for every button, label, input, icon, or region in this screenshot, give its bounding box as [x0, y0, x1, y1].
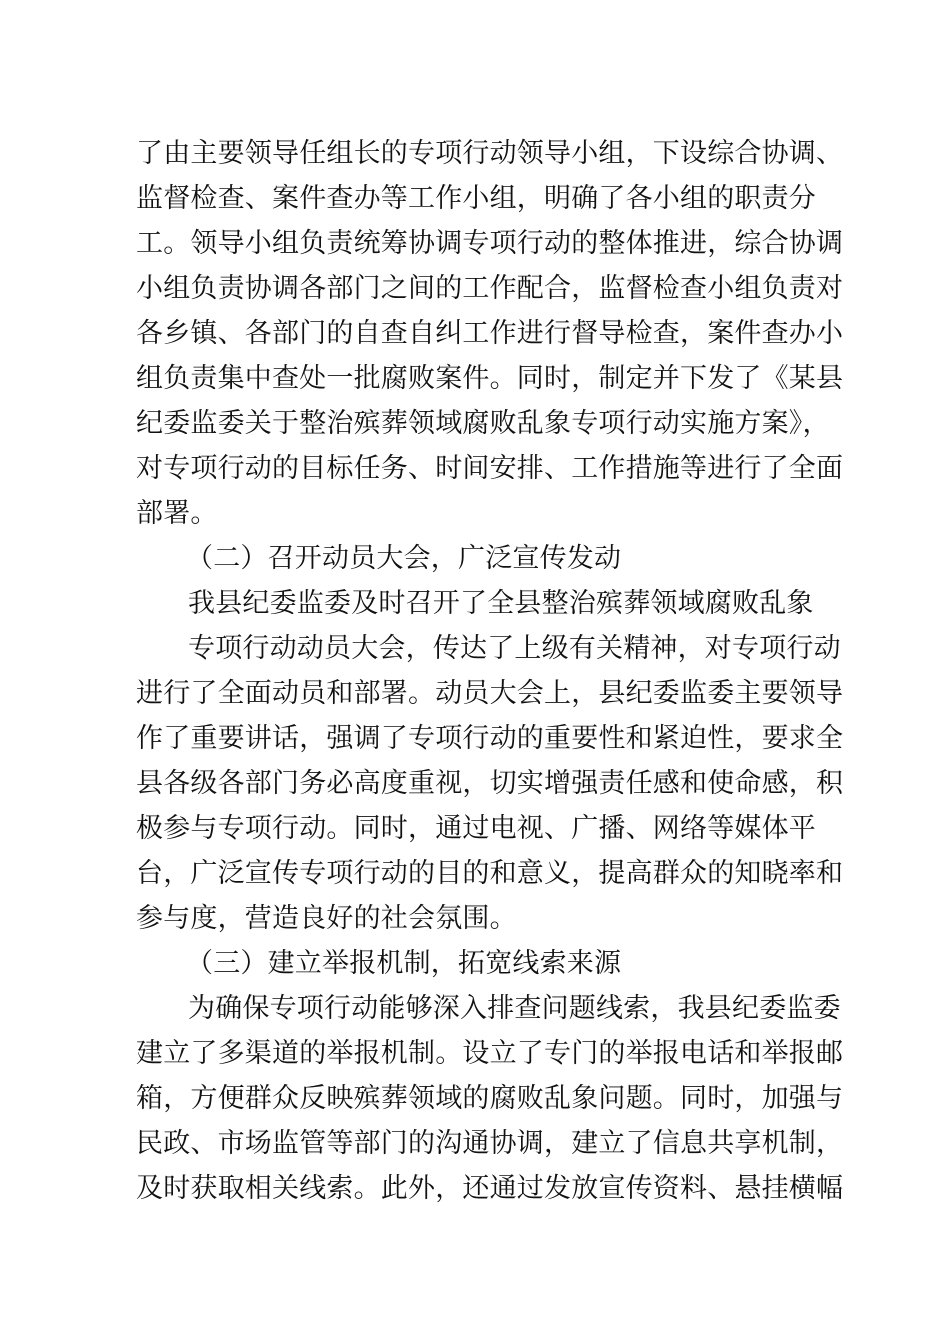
text-line: 进行了全面动员和部署。动员大会上，县纪委监委主要领导 — [136, 678, 844, 709]
text-line: 纪委监委关于整治殡葬领域腐败乱象专项行动实施方案》， — [136, 408, 830, 439]
section-heading-2: （二）召开动员大会，广泛宣传发动 — [186, 543, 622, 574]
text-line: 了由主要领导任组长的专项行动领导小组，下设综合协调、 — [136, 138, 844, 169]
section-heading-3: （三）建立举报机制，拓宽线索来源 — [186, 948, 622, 979]
text-line: 及时获取相关线索。此外，还通过发放宣传资料、悬挂横幅 — [136, 1173, 844, 1204]
text-line: 各乡镇、各部门的自查自纠工作进行督导检查，案件查办小 — [136, 318, 844, 349]
text-line: 民政、市场监管等部门的沟通协调，建立了信息共享机制， — [136, 1128, 844, 1159]
text-line: 箱，方便群众反映殡葬领域的腐败乱象问题。同时，加强与 — [136, 1083, 844, 1114]
text-line: 我县纪委监委及时召开了全县整治殡葬领域腐败乱象 — [188, 588, 814, 619]
text-line: 监督检查、案件查办等工作小组，明确了各小组的职责分 — [136, 183, 816, 214]
text-line: 台，广泛宣传专项行动的目的和意义，提高群众的知晓率和 — [136, 858, 844, 889]
text-line: 县各级各部门务必高度重视，切实增强责任感和使命感，积 — [136, 768, 844, 799]
text-line: 工。领导小组负责统筹协调专项行动的整体推进，综合协调 — [136, 228, 844, 259]
text-line: 部署。 — [136, 498, 218, 529]
text-line: 专项行动动员大会，传达了上级有关精神，对专项行动 — [188, 633, 841, 664]
text-line: 小组负责协调各部门之间的工作配合，监督检查小组负责对 — [136, 273, 844, 304]
text-line: 组负责集中查处一批腐败案件。同时，制定并下发了《某县 — [136, 363, 844, 394]
text-line: 参与度，营造良好的社会氛围。 — [136, 903, 517, 934]
text-line: 建立了多渠道的举报机制。设立了专门的举报电话和举报邮 — [136, 1038, 844, 1069]
text-line: 作了重要讲话，强调了专项行动的重要性和紧迫性，要求全 — [136, 723, 844, 754]
text-line: 极参与专项行动。同时，通过电视、广播、网络等媒体平 — [136, 813, 816, 844]
text-line: 为确保专项行动能够深入排查问题线索，我县纪委监委 — [188, 993, 841, 1024]
text-line: 对专项行动的目标任务、时间安排、工作措施等进行了全面 — [136, 453, 844, 484]
